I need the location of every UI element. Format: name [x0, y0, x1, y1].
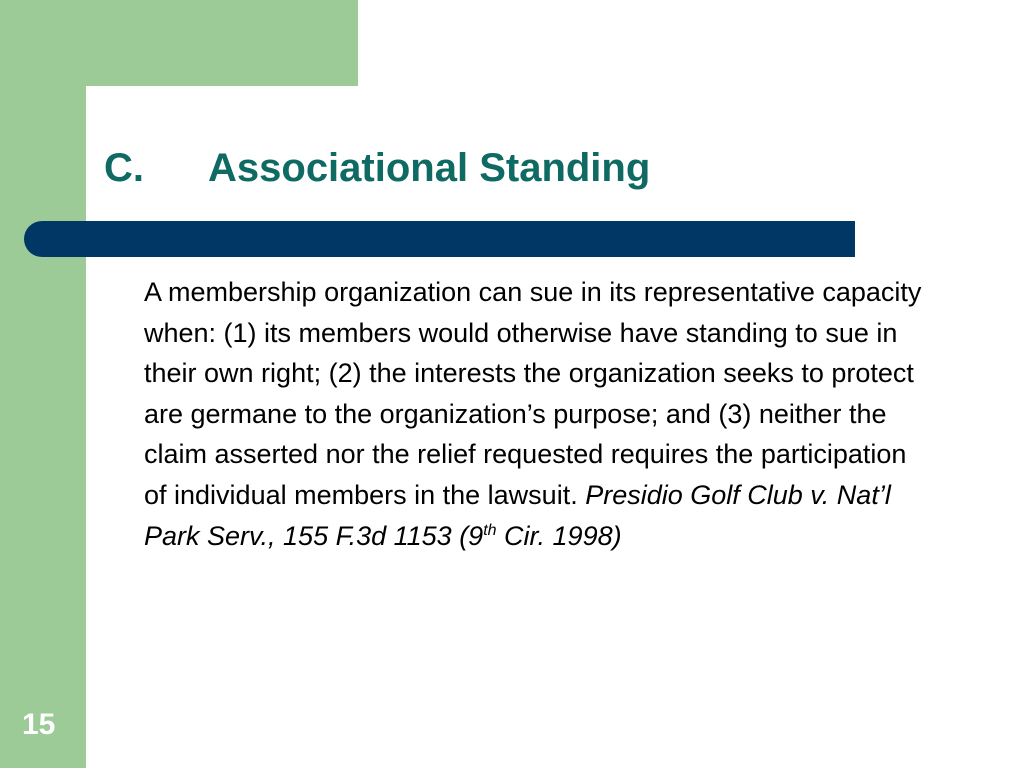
body-paragraph — [144, 272, 934, 556]
top-green-band — [0, 0, 358, 86]
title-number: C. — [104, 146, 144, 190]
left-green-band — [0, 0, 86, 768]
slide-title — [104, 148, 650, 188]
slide-number: 15 — [22, 708, 56, 741]
title-text: Associational Standing — [208, 146, 651, 190]
title-divider-bar — [24, 221, 855, 257]
citation-superscript: th — [483, 521, 497, 539]
citation-text: Presidio Golf Club v. Nat’l Park Serv., 155 F.3d 1153 (9 — [144, 479, 891, 551]
body-text: A membership organization can sue in its representative capacity when: (1) its members would otherwise have standing to sue in their own right; (2) the interests the organization seeks to protect are germane to the organization’s purpose; and (3) neither the claim asserted nor the relief requested requires the participation of individual members in the lawsuit. — [144, 277, 922, 510]
citation-end: Cir. 1998) — [496, 520, 622, 551]
